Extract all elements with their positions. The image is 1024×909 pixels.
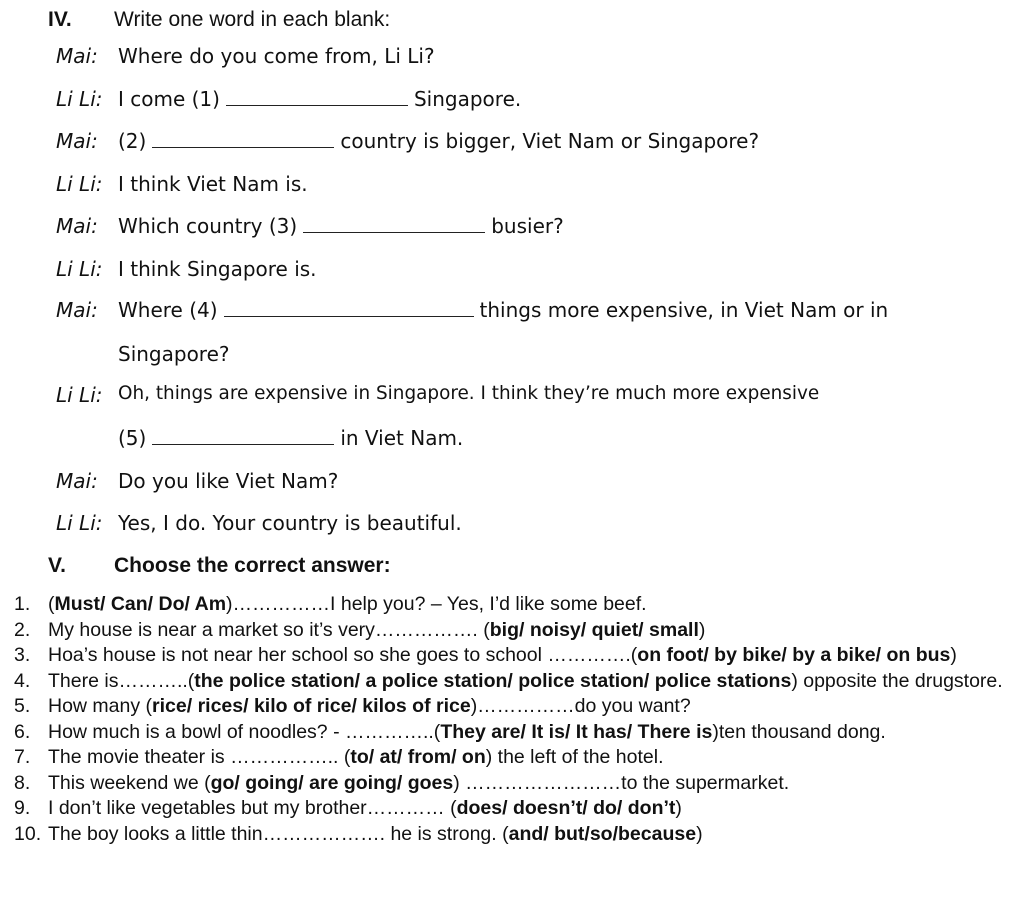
question-number: 9. [14,797,31,819]
question-number: 8. [14,771,31,794]
question-number: 10. [14,822,42,845]
question-number: 1. [14,593,31,615]
utterance: Where (4) things more expensive, in Viet Nam or in [118,298,889,322]
speaker-label: Li Li: [56,172,103,196]
speaker-label: Li Li: [56,383,103,407]
answer-options[interactable]: does/ doesn’t/ do/ don’t [456,797,676,819]
utterance: Yes, I do. Your country is beautiful. [118,511,462,535]
question-item: 4. There is………..(the police station/ a police station/ police station/ police stations) opposite the drugstore. [14,669,1014,695]
question-number: 5. [14,695,31,717]
answer-options[interactable]: and/ but/so/because [508,822,697,845]
answer-options[interactable]: rice/ rices/ kilo of rice/ kilos of rice [152,695,471,717]
speaker-label: Mai: [56,469,98,493]
answer-blank-4[interactable] [224,315,474,317]
utterance: Where do you come from, Li Li? [118,44,435,68]
question-list [14,592,1014,847]
utterance: I think Viet Nam is. [118,172,308,196]
utterance: I think Singapore is. [118,257,317,281]
section-number: IV. [48,8,72,31]
answer-blank-3[interactable] [303,231,485,233]
question-item: 10. The boy looks a little thin………………. he is strong. (and/ but/so/because) [14,822,1014,848]
question-number: 3. [14,644,31,666]
answer-blank-2[interactable] [152,146,334,148]
utterance: (5) in Viet Nam. [118,426,464,450]
answer-options[interactable]: to/ at/ from/ on [350,746,486,768]
question-item: 8. This weekend we (go/ going/ are going/ goes) ……………………to the supermarket. [14,771,1014,797]
answer-options[interactable]: the police station/ a police station/ police station/ police stations [194,669,792,692]
section-number: V. [48,554,66,577]
section-instruction: Choose the correct answer: [114,554,391,577]
speaker-label: Mai: [56,298,98,322]
answer-options[interactable]: big/ noisy/ quiet/ small [489,618,699,641]
question-number: 7. [14,746,31,768]
question-item: 1. (Must/ Can/ Do/ Am)……………I help you? – Yes, I’d like some beef. [14,592,1014,618]
question-item: 6. How much is a bowl of noodles? - …………..(They are/ It is/ It has/ There is)ten thousand dong. [14,720,1014,746]
question-number: 4. [14,669,31,692]
question-number: 6. [14,720,31,743]
speaker-label: Li Li: [56,257,103,281]
section-instruction: Write one word in each blank: [114,8,391,31]
speaker-label: Li Li: [56,511,103,535]
speaker-label: Mai: [56,44,98,68]
question-item: 7. The movie theater is …………….. (to/ at/ from/ on) the left of the hotel. [14,745,1014,771]
utterance: Oh, things are expensive in Singapore. I think they’re much more expensive [118,383,820,404]
utterance: Do you like Viet Nam? [118,469,339,493]
question-item: 2. My house is near a market so it’s very……………. (big/ noisy/ quiet/ small) [14,618,1014,644]
answer-blank-1[interactable] [226,104,408,106]
speaker-label: Mai: [56,129,98,153]
utterance: Singapore? [118,342,230,366]
answer-blank-5[interactable] [152,443,334,445]
utterance: Which country (3) busier? [118,214,564,238]
answer-options[interactable]: go/ going/ are going/ goes [210,771,454,794]
question-item: 3. Hoa’s house is not near her school so she goes to school ………….(on foot/ by bike/ by a bike/ on bus) [14,643,1014,669]
question-number: 2. [14,618,31,641]
answer-options[interactable]: on foot/ by bike/ by a bike/ on bus [637,644,951,666]
utterance: I come (1) Singapore. [118,87,522,111]
speaker-label: Mai: [56,214,98,238]
speaker-label: Li Li: [56,87,103,111]
question-item: 9. I don’t like vegetables but my brother………… (does/ doesn’t/ do/ don’t) [14,796,1014,822]
answer-options[interactable]: They are/ It is/ It has/ There is [440,720,713,743]
utterance: (2) country is bigger, Viet Nam or Singapore? [118,129,760,153]
answer-options[interactable]: Must/ Can/ Do/ Am [54,593,227,615]
question-item: 5. How many (rice/ rices/ kilo of rice/ kilos of rice)……………do you want? [14,694,1014,720]
